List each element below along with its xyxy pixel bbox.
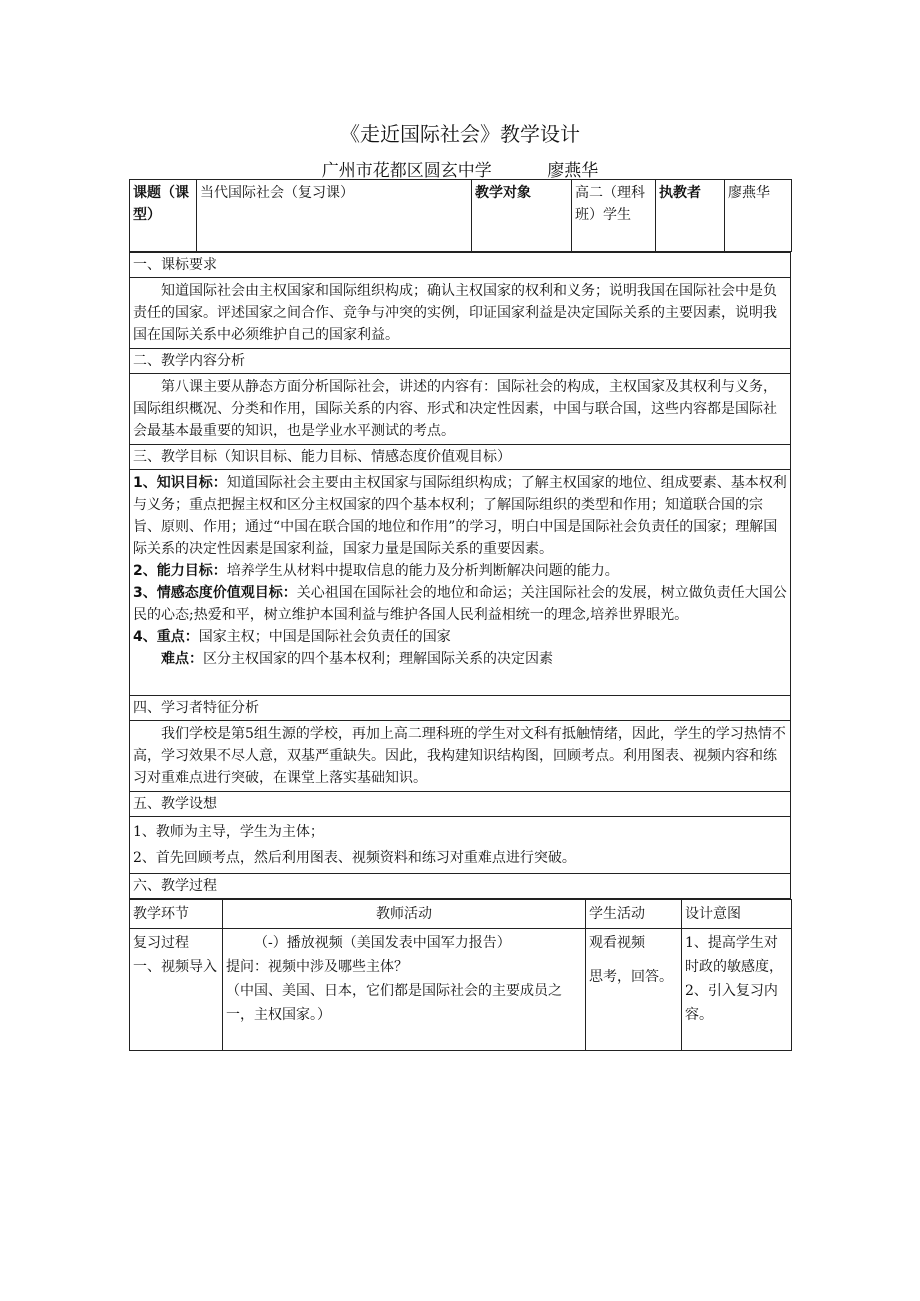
school-name: 广州市花都区圆玄中学 bbox=[321, 161, 492, 181]
target-label: 教学对象 bbox=[472, 180, 572, 252]
topic-label: 课题（课型） bbox=[130, 180, 197, 252]
col-student-header: 学生活动 bbox=[586, 900, 682, 929]
section-1-text: 知道国际社会由主权国家和国际组织构成；确认主权国家的权利和义务；说明我国在国际社会中是负责任的国家。评述国家之间合作、竞争与冲突的实例，印证国家利益是决定国际关系的主要因素，说明我国在国际关系中必须维护自己的国家利益。 bbox=[133, 283, 777, 343]
stage-cell bbox=[130, 929, 223, 1051]
col-intent-header: 设计意图 bbox=[682, 900, 792, 929]
intent-line-1: 1、提高学生对时政的敏感度， bbox=[685, 935, 783, 975]
target-value: 高二（理科班）学生 bbox=[572, 180, 656, 252]
section-3-body bbox=[130, 470, 791, 696]
section-4-title: 四、学习者特征分析 bbox=[130, 696, 791, 721]
section-5-title: 五、教学设想 bbox=[130, 792, 791, 817]
topic-value: 当代国际社会（复习课） bbox=[197, 180, 472, 252]
col-teacher-header: 教师活动 bbox=[223, 900, 586, 929]
student-activity-cell bbox=[586, 929, 682, 1051]
difficulty-text: 区分主权国家的四个基本权利；理解国际关系的决定因素 bbox=[203, 651, 553, 667]
student-line-2: 思考，回答。 bbox=[589, 969, 673, 985]
design-intent-cell bbox=[682, 929, 792, 1051]
teacher-value: 廖燕华 bbox=[725, 180, 792, 252]
ability-goal-label: 2、能力目标： bbox=[133, 563, 227, 579]
stage-line-1: 复习过程 bbox=[133, 935, 189, 951]
section-6-title: 六、教学过程 bbox=[130, 874, 791, 899]
section-2-text: 第八课主要从静态方面分析国际社会，讲述的内容有：国际社会的构成，主权国家及其权利与义务，国际组织概况、分类和作用，国际关系的内容、形式和决定性因素，中国与联合国，这些内容都是国际社会最基本最重要的知识，也是学业水平测试的考点。 bbox=[133, 379, 777, 439]
emotion-goal-label: 3、情感态度价值观目标： bbox=[133, 585, 297, 601]
teacher-activity-cell bbox=[223, 929, 586, 1051]
header-table bbox=[129, 179, 792, 252]
process-table bbox=[129, 899, 792, 1051]
emotion-goal-text: 关心祖国在国际社会的地位和命运；关注国际社会的发展，树立做负责任大国公民的心态;热爱和平，树立维护本国利益与维护各国人民利益相统一的理念,培养世界眼光。 bbox=[133, 585, 787, 623]
difficulty-label: 难点： bbox=[161, 651, 203, 667]
teacher-label: 执教者 bbox=[656, 180, 725, 252]
key-point-label: 4、重点： bbox=[133, 629, 199, 645]
idea-item-1: 1、教师为主导，学生为主体； bbox=[133, 824, 324, 840]
section-5-body bbox=[130, 817, 791, 874]
intent-line-2: 2、引入复习内容。 bbox=[685, 983, 778, 1023]
subtitle bbox=[0, 156, 920, 181]
section-4-text: 我们学校是第5组生源的学校，再加上高二理科班的学生对文科有抵触情绪，因此，学生的学习热情不高，学习效果不尽人意，双基严重缺失。因此，我构建知识结构图，回顾考点。利用图表、视频内容和练习对重难点进行突破，在课堂上落实基础知识。 bbox=[133, 726, 786, 786]
key-point-text: 国家主权；中国是国际社会负责任的国家 bbox=[198, 629, 451, 645]
teacher-line-1: （-）播放视频（美国发表中国军力报告） bbox=[254, 935, 511, 951]
teacher-line-2: 提问：视频中涉及哪些主体？ bbox=[226, 959, 408, 975]
author-name: 廖燕华 bbox=[547, 161, 599, 181]
knowledge-goal-text: 知道国际社会主要由主权国家与国际组织构成；了解主权国家的地位、组成要素、基本权利与义务；重点把握主权和区分主权国家的四个基本权利；了解国际组织的类型和作用；知道联合国的宗旨、原则、作用；通过“中国在联合国的地位和作用”的学习，明白中国是国际社会负责任的国家；理解国际关系的决定性因素是国家利益，国家力量是国际关系的重要因素。 bbox=[133, 475, 787, 557]
teacher-line-3: （中国、美国、日本，它们都是国际社会的主要成员之一，主权国家。） bbox=[226, 983, 562, 1023]
knowledge-goal-label: 1、知识目标： bbox=[133, 475, 227, 491]
ability-goal-text: 培养学生从材料中提取信息的能力及分析判断解决问题的能力。 bbox=[226, 563, 619, 579]
section-1-title: 一、课标要求 bbox=[130, 253, 791, 278]
sections-table bbox=[129, 252, 791, 899]
stage-line-2: 一、视频导入 bbox=[133, 959, 217, 975]
idea-item-2: 2、首先回顾考点，然后利用图表、视频资料和练习对重难点进行突破。 bbox=[133, 850, 576, 866]
student-line-1: 观看视频 bbox=[589, 935, 645, 951]
col-stage-header: 教学环节 bbox=[130, 900, 223, 929]
lesson-plan bbox=[129, 179, 791, 1051]
document-title: 《走近国际社会》教学设计 bbox=[340, 122, 580, 146]
section-2-title: 二、教学内容分析 bbox=[130, 349, 791, 374]
section-3-title: 三、教学目标（知识目标、能力目标、情感态度价值观目标） bbox=[130, 445, 791, 470]
